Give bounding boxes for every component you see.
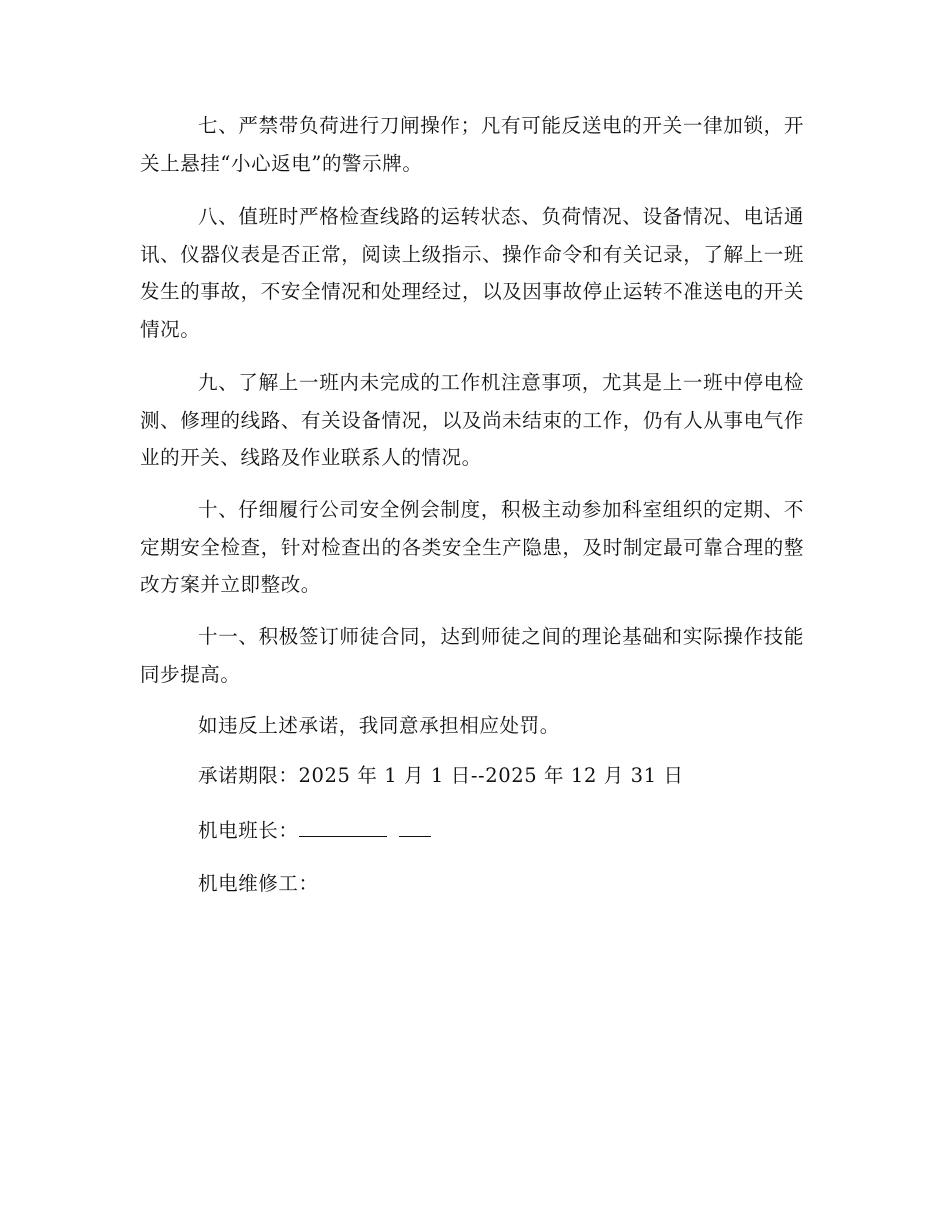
commitment-period: 承诺期限：2025 年 1 月 1 日--2025 年 12 月 31 日 [198, 764, 684, 787]
repairman-label: 机电维修工： [198, 872, 319, 895]
paragraph-8: 八、值班时严格检查线路的运转状态、负荷情况、设备情况、电话通讯、仪器仪表是否正常，阅读上级指示、操作命令和有关记录，了解上一班发生的事故，不安全情况和处理经过，以及因事故停止运转不准送电的开关情况。 [140, 205, 804, 341]
paragraph-9: 九、了解上一班内未完成的工作机注意事项，尤其是上一班中停电检测、修理的线路、有关设备情况，以及尚未结束的工作，仍有人从事电气作业的开关、线路及作业联系人的情况。 [140, 371, 804, 469]
repairman-signature-line [198, 865, 319, 903]
signature-blank-short[interactable] [399, 814, 431, 837]
team-leader-signature-line [198, 812, 431, 850]
team-leader-label: 机电班长： [198, 819, 299, 842]
signature-blank[interactable] [299, 814, 387, 837]
violation-statement: 如违反上述承诺，我同意承担相应处罚。 [198, 714, 560, 737]
paragraph-11: 十一、积极签订师徒合同，达到师徒之间的理论基础和实际操作技能同步提高。 [140, 625, 804, 686]
paragraph-10: 十、仔细履行公司安全例会制度，积极主动参加科室组织的定期、不定期安全检查，针对检查出的各类安全生产隐患，及时制定最可靠合理的整改方案并立即整改。 [140, 498, 804, 596]
paragraph-7: 七、严禁带负荷进行刀闸操作；凡有可能反送电的开关一律加锁，开关上悬挂“小心返电”的警示牌。 [140, 114, 804, 175]
